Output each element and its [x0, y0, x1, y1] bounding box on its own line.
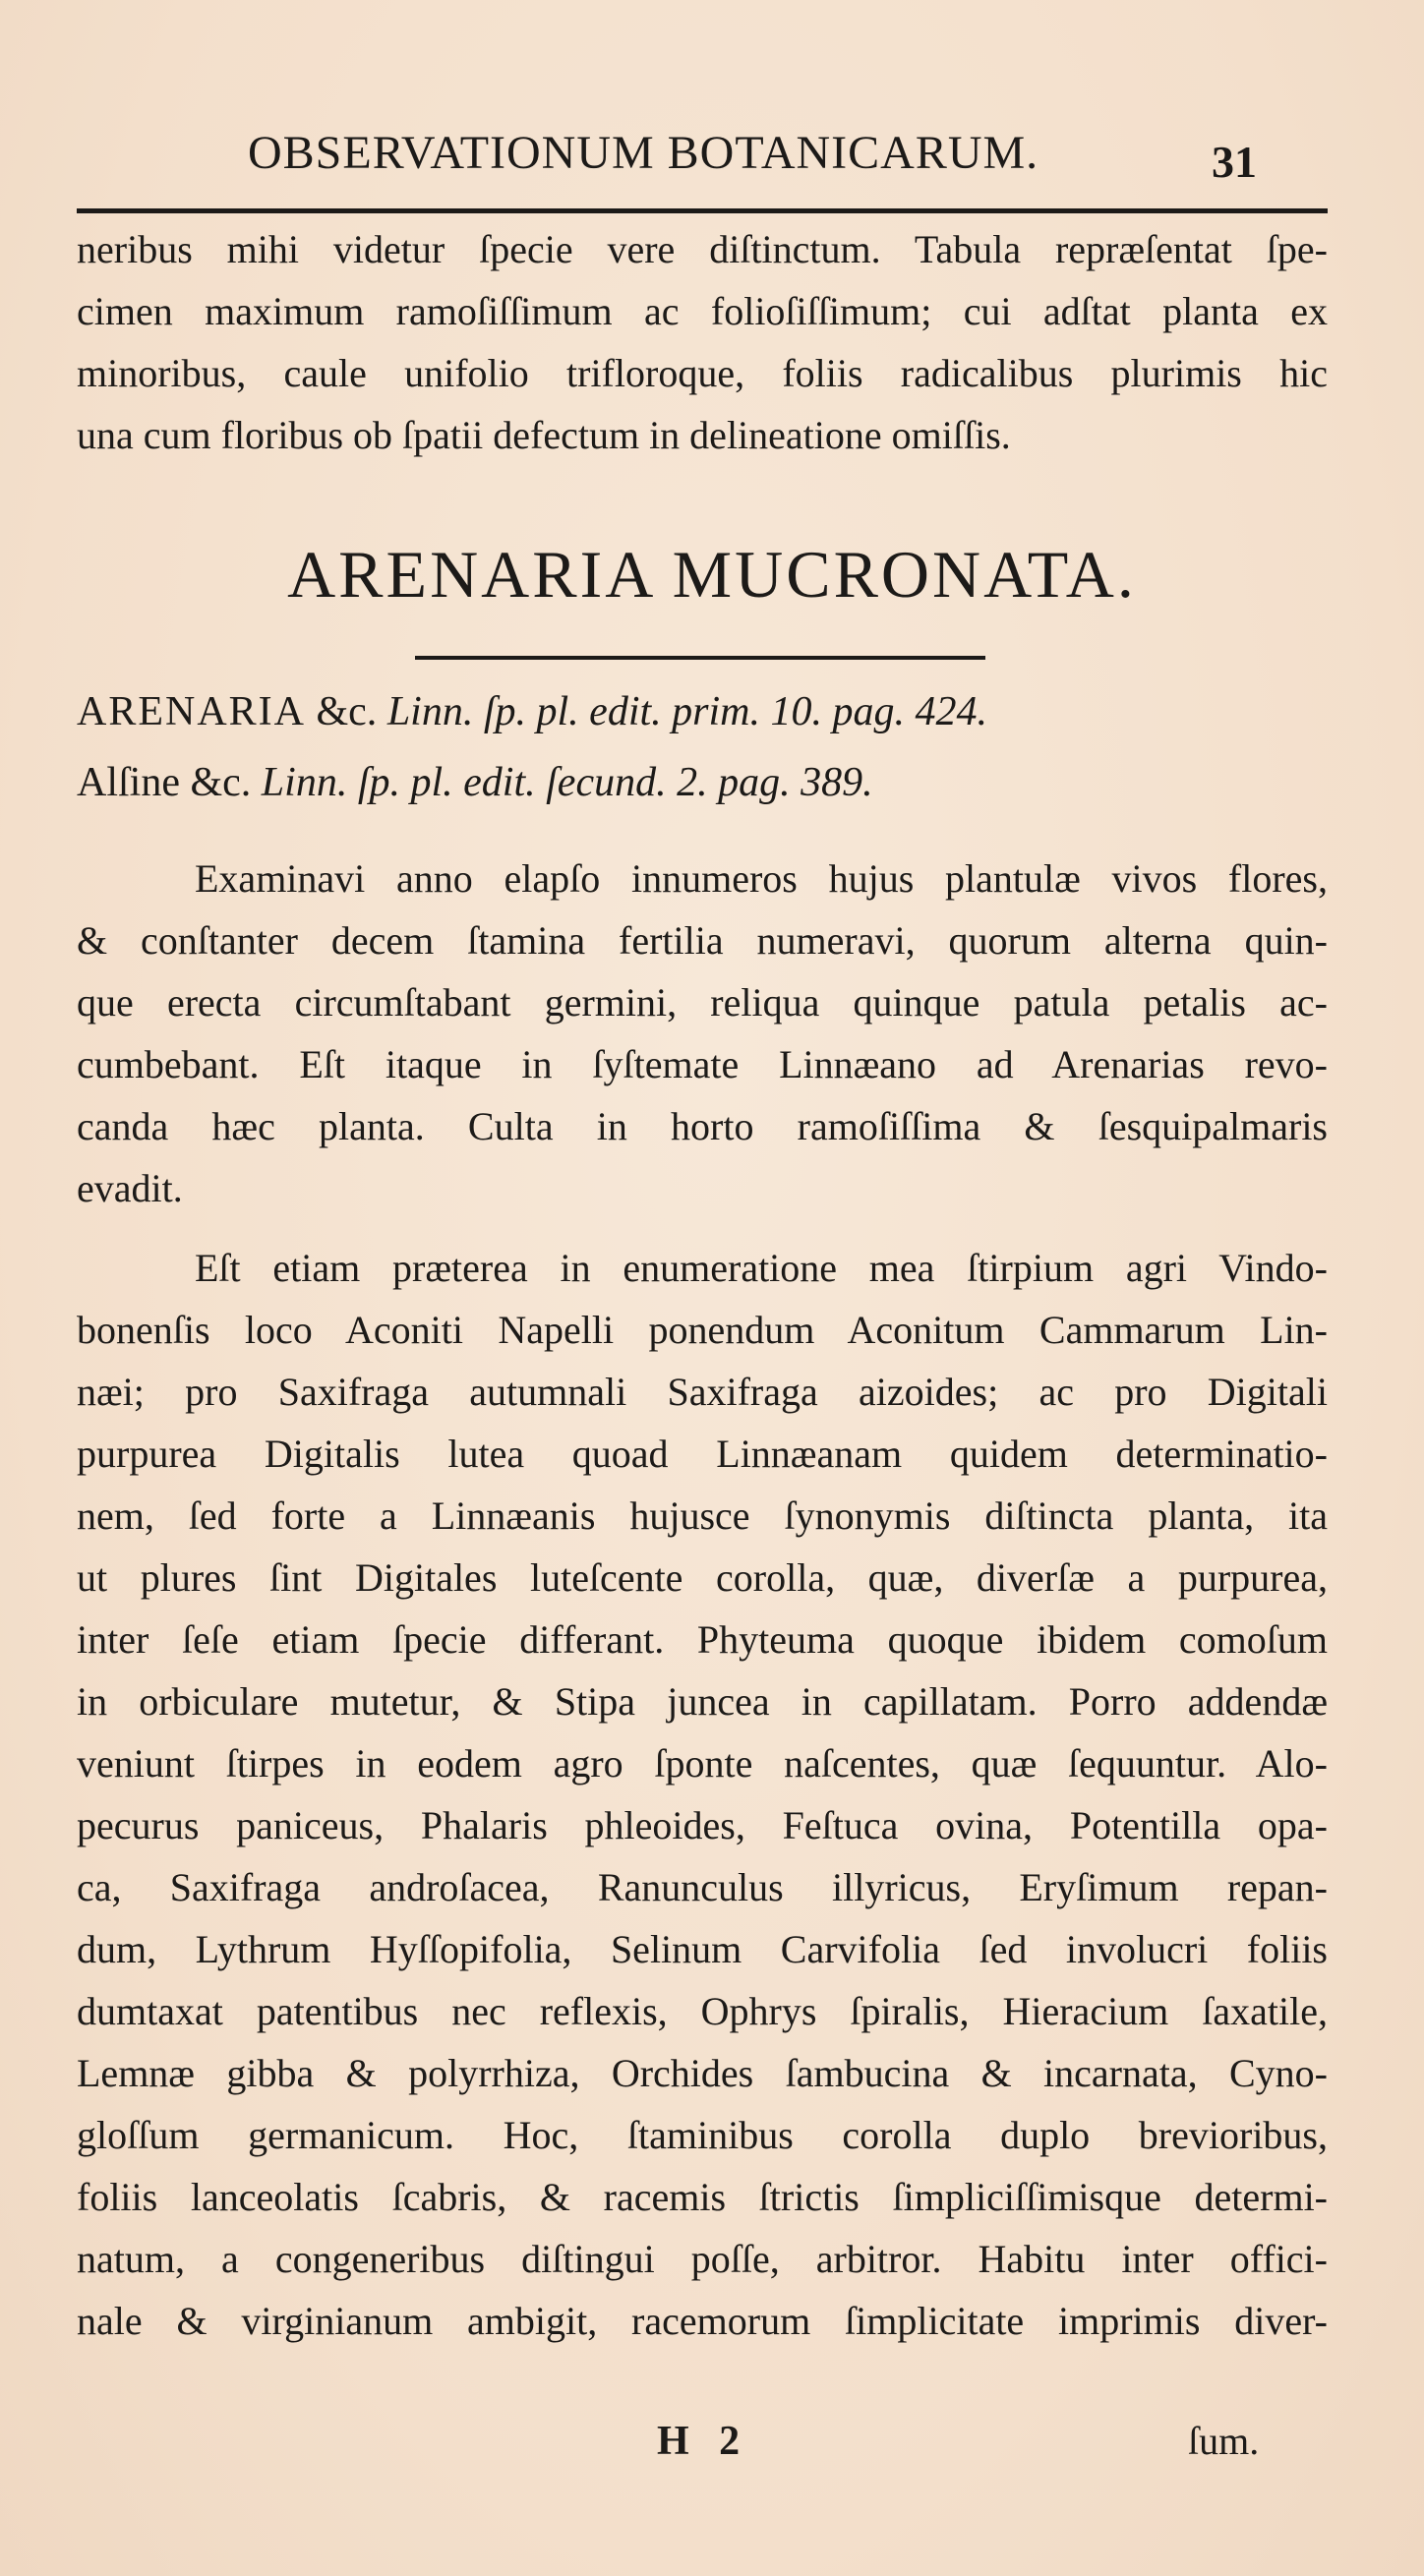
text-line: ca, Saxifraga androſacea, Ranunculus illyricus, Eryſimum repan-: [77, 1865, 1328, 1909]
paragraph-2: [77, 1237, 1328, 2352]
synonym-genus: ARENARIA: [77, 689, 306, 734]
text-line: evadit.: [77, 1166, 183, 1210]
text-line: dum, Lythrum Hyſſopifolia, Selinum Carvifolia ſed involucri foliis: [77, 1927, 1328, 1971]
text-line: una cum floribus ob ſpatii defectum in delineatione omiſſis.: [77, 413, 1011, 457]
text-line: nale & virginianum ambigit, racemorum ſimplicitate imprimis diver-: [77, 2299, 1328, 2343]
synonym-etc: &c.: [179, 760, 262, 805]
synonym-etc: &c.: [306, 689, 387, 734]
signature-mark: H 2: [657, 2419, 750, 2464]
text-line: nem, ſed forte a Linnæanis hujusce ſynonymis diſtincta planta, ita: [77, 1493, 1328, 1538]
text-line: Examinavi anno elapſo innumeros hujus plantulæ vivos flores,: [195, 856, 1328, 901]
intro-paragraph: [77, 218, 1328, 466]
text-line: næi; pro Saxifraga autumnali Saxifraga aizoides; ac pro Digitali: [77, 1370, 1328, 1414]
section-title: ARENARIA MUCRONATA.: [287, 537, 1137, 612]
text-line: gloſſum germanicum. Hoc, ſtaminibus corolla duplo brevioribus,: [77, 2113, 1328, 2157]
synonym-line: [77, 759, 873, 806]
text-line: minoribus, caule unifolio trifloroque, foliis radicalibus plurimis hic: [77, 351, 1328, 395]
text-line: canda hæc planta. Culta in horto ramoſiſſima & ſesquipalmaris: [77, 1104, 1328, 1148]
synonym-line: [77, 688, 987, 735]
text-line: inter ſeſe etiam ſpecie differant. Phyteuma quoque ibidem comoſum: [77, 1617, 1328, 1662]
synonym-reference: Linn. ſp. pl. edit. ſecund. 2. pag. 389.: [261, 760, 873, 805]
text-line: pecurus paniceus, Phalaris phleoides, Feſtuca ovina, Potentilla opa-: [77, 1803, 1328, 1847]
text-line: foliis lanceolatis ſcabris, & racemis ſtrictis ſimpliciſſimisque determi-: [77, 2175, 1328, 2219]
text-line: bonenſis loco Aconiti Napelli ponendum Aconitum Cammarum Lin-: [77, 1308, 1328, 1352]
text-line: cimen maximum ramoſiſſimum ac folioſiſſimum; cui adſtat planta ex: [77, 289, 1328, 333]
synonym-genus: Alſine: [77, 760, 180, 805]
running-title: OBSERVATIONUM BOTANICARUM.: [248, 127, 1039, 179]
text-line: Lemnæ gibba & polyrrhiza, Orchides ſambucina & incarnata, Cyno-: [77, 2051, 1328, 2095]
text-line: cumbebant. Eſt itaque in ſyſtemate Linnæano ad Arenarias revo-: [77, 1042, 1328, 1086]
text-line: in orbiculare mutetur, & Stipa juncea in capillatam. Porro addendæ: [77, 1679, 1328, 1724]
text-line: neribus mihi videtur ſpecie vere diſtinctum. Tabula repræſentat ſpe-: [77, 227, 1328, 271]
page-number: 31: [1212, 137, 1257, 187]
paragraph-1: [77, 848, 1328, 1219]
title-rule: [415, 656, 985, 660]
catchword: ſum.: [1188, 2419, 1260, 2463]
text-line: natum, a congeneribus diſtingui poſſe, arbitror. Habitu inter offici-: [77, 2237, 1328, 2281]
text-line: veniunt ſtirpes in eodem agro ſponte naſcentes, quæ ſequuntur. Alo-: [77, 1741, 1328, 1786]
text-line: ut plures ſint Digitales luteſcente corolla, quæ, diverſæ a purpurea,: [77, 1555, 1328, 1600]
text-line: purpurea Digitalis lutea quoad Linnæanam quidem determinatio-: [77, 1432, 1328, 1476]
text-line: Eſt etiam præterea in enumeratione mea ſtirpium agri Vindo-: [195, 1246, 1328, 1290]
text-line: dumtaxat patentibus nec reflexis, Ophrys ſpiralis, Hieracium ſaxatile,: [77, 1989, 1328, 2033]
header-rule: [77, 208, 1328, 213]
text-line: que erecta circumſtabant germini, reliqua quinque patula petalis ac-: [77, 980, 1328, 1025]
text-line: & conſtanter decem ſtamina fertilia numeravi, quorum alterna quin-: [77, 918, 1328, 963]
synonym-reference: Linn. ſp. pl. edit. prim. 10. pag. 424.: [386, 689, 988, 734]
